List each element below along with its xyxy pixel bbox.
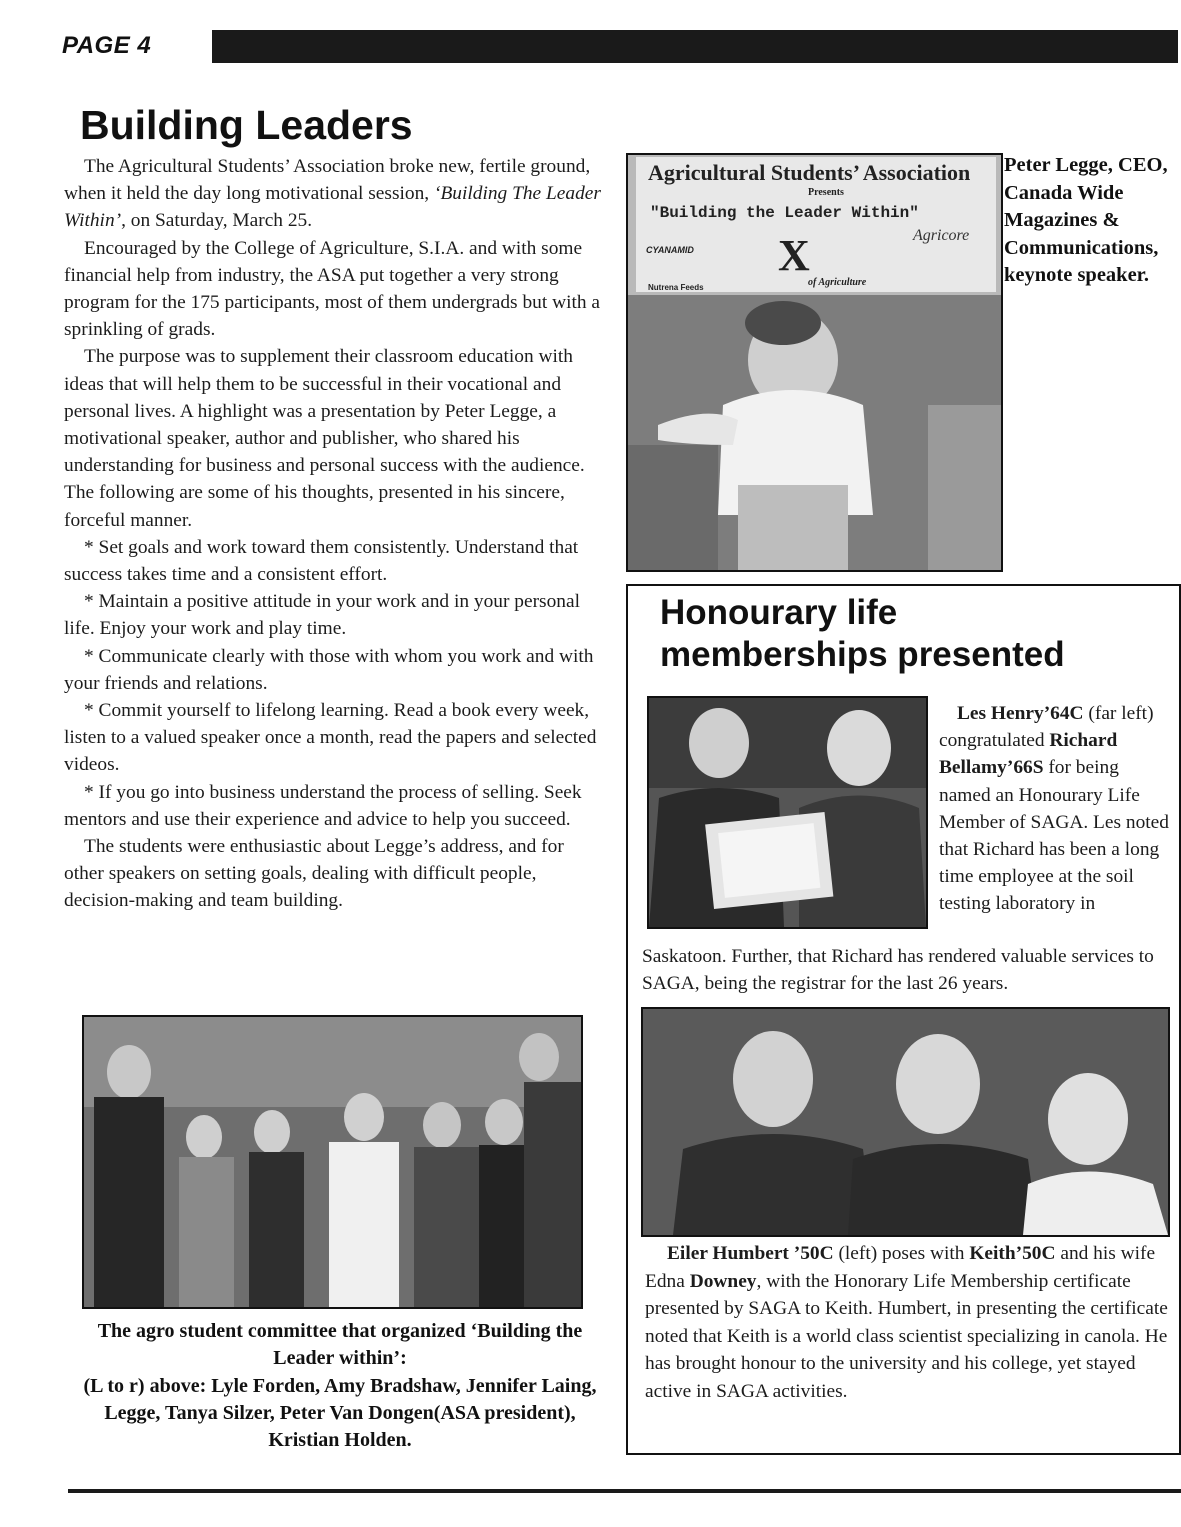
committee-caption-names: (L to r) above: Lyle Forden, Amy Bradshaw, Jennifer Laing, Legge, Tanya Silzer, Peter Van Dongen(ASA president), Kristian Holden. [83, 1374, 597, 1452]
caption-text: for being named an Honourary Life Member of SAGA. Les noted that Richard has been a long time employee at the soil testing laboratory in [939, 757, 1169, 915]
henry-bellamy-photo [647, 696, 928, 929]
caption-text: and his wife Edna [645, 1243, 1156, 1292]
honouree-name: Downey [689, 1270, 757, 1292]
footer-rule [68, 1489, 1181, 1493]
caption-text: (far left) congratulated [939, 703, 1154, 752]
legge-caption: Peter Legge, CEO, Canada Wide Magazines & Communications, keynote speaker. [1004, 154, 1168, 286]
sponsor-x-logo: X [778, 231, 810, 280]
committee-caption [70, 1318, 610, 1454]
sponsor-nutrena: Nutrena Feeds [648, 283, 704, 292]
sponsor-agricore: Agricore [913, 227, 970, 244]
article-paragraph: The purpose was to supplement their classroom education with ideas that will help them to be successful in their vocational and personal lives. A highlight was a presentation by Peter Legge, a motivational speaker, author and publisher, who shared his understanding for business and personal success with the audience. The following are some of his thoughts, presented in his sincere, forceful manner. [64, 346, 585, 531]
advice-item: * Maintain a positive attitude in your work and in your personal life. Enjoy your work and play time. [64, 591, 580, 640]
banner-presents: Presents [808, 187, 844, 198]
henry-caption-continued: Saskatoon. Further, that Richard has rendered valuable services to SAGA, being the registrar for the last 26 years. [642, 946, 1154, 995]
advice-item: * Commit yourself to lifelong learning. Read a book every week, listen to a valued speaker once a month, read the papers and selected videos. [64, 700, 597, 776]
committee-photo [82, 1015, 583, 1309]
article-paragraph [64, 153, 608, 235]
session-title: ‘Building The Leader Within’ [64, 183, 601, 232]
paragraph-text: , on Saturday, March 25. [121, 210, 313, 232]
advice-item: * Set goals and work toward them consistently. Understand that success takes time and a consistent effort. [64, 536, 579, 586]
sponsor-cyanamid: CYANAMID [646, 245, 694, 255]
caption-text: , with the Honorary Life Membership certificate presented by SAGA to Keith. Humbert, in presenting the certificate noted that Keith is a world class scientist specializing in canola. He has brought honour to the university and his college, yet stayed active in SAGA activities. [645, 1270, 1168, 1402]
honour-headline: Honourary life memberships presented [660, 593, 1065, 674]
committee-caption-line: The agro student committee that organized ‘Building the Leader within’: [97, 1320, 583, 1370]
caption-text: (left) poses with [833, 1243, 970, 1264]
banner-title: Agricultural Students’ Association [648, 160, 971, 185]
article-paragraph: Encouraged by the College of Agriculture, S.I.A. and with some financial help from industry, the ASA put together a very strong program for the 175 participants, most of them undergrads but with a sprinkling of grads. [64, 237, 600, 341]
article-body [64, 153, 608, 915]
page-number: PAGE 4 [62, 32, 152, 59]
banner-event: "Building the Leader Within" [650, 204, 919, 222]
downey-caption [645, 1240, 1170, 1406]
honouree-name: Keith’50C [969, 1243, 1056, 1264]
henry-caption [939, 700, 1169, 918]
advice-item: * If you go into business understand the process of selling. Seek mentors and use their experience and advice to help you succeed. [64, 781, 582, 830]
advice-item: * Communicate clearly with those with whom you work and with your friends and relations. [64, 645, 594, 694]
header-bar [212, 30, 1178, 63]
article-paragraph: The students were enthusiastic about Legge’s address, and for other speakers on setting goals, dealing with difficult people, decision-making and team building. [64, 836, 564, 912]
humbert-downey-photo [641, 1007, 1170, 1237]
honouree-name: Les Henry’64C [957, 703, 1084, 724]
legge-photo [626, 153, 1003, 572]
honouree-name: Eiler Humbert ’50C [667, 1243, 834, 1264]
paragraph-text: The Agricultural Students’ Association broke new, fertile ground, when it held the day long motivational session, [64, 156, 591, 205]
honouree-name: Richard Bellamy’66S [939, 730, 1118, 779]
sponsor-agriculture: of Agriculture [808, 277, 867, 288]
article-headline: Building Leaders [80, 102, 413, 148]
